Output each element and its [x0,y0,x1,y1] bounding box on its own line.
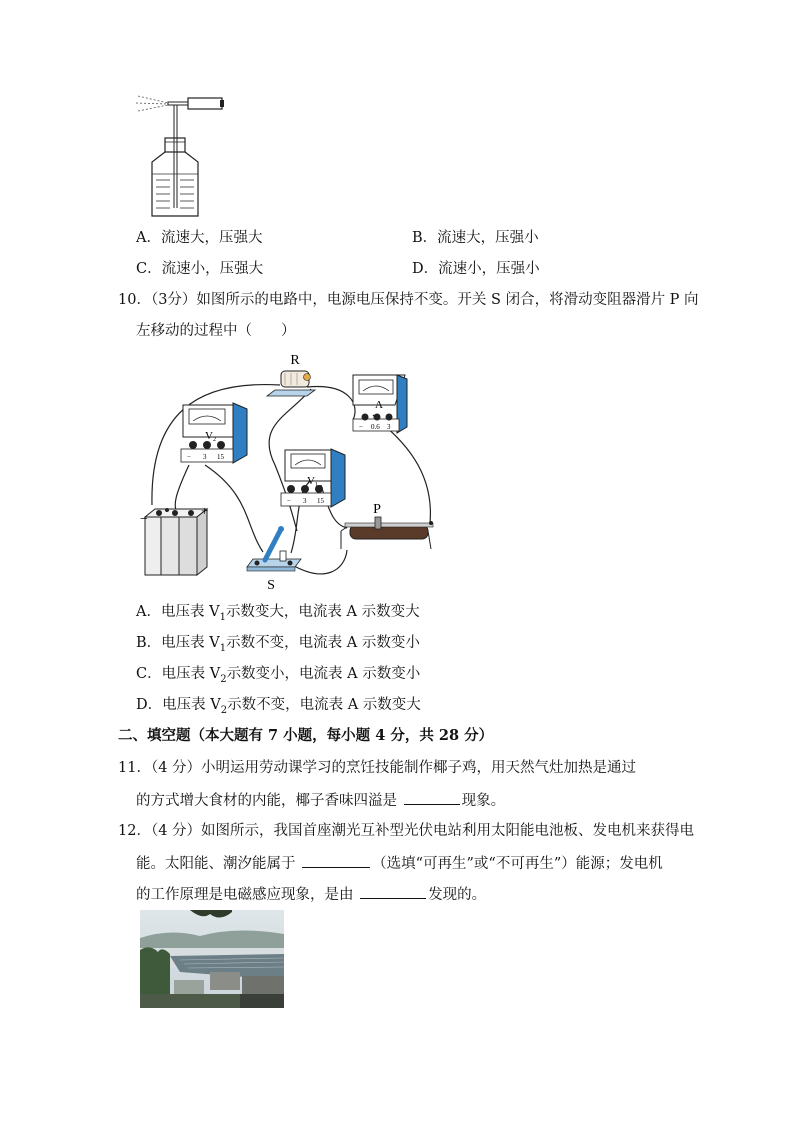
q12-line2-before: 能。太阳能、潮汐能属于 [136,856,296,872]
q10-option-a-sub: 1 [219,611,226,623]
label-v1: V [307,475,315,487]
q9-option-b[interactable]: B．流速大，压强小 [412,230,539,246]
q10-option-d[interactable] [136,695,421,715]
q10-option-c[interactable] [136,664,420,684]
q9-option-a[interactable]: A．流速大，压强大 [136,230,263,246]
q10-option-d-sub: 2 [220,704,228,716]
label-v2: V [205,430,213,442]
label-plus: + [201,503,209,518]
q10-option-b-suffix: 示数不变，电流表 A 示数变小 [226,635,420,651]
q11-line1: 11．（4 分）小明运用劳动课学习的烹饪技能制作椰子鸡，用天然气灶加热是通过 [118,760,637,776]
ammeter-scale-06: 0.6 [371,423,380,431]
q10-option-b-sub: 1 [219,642,227,654]
label-v1-sub: 1 [315,482,318,488]
q12-line3-after: 发现的。 [428,887,487,903]
q11-line2-after: 现象。 [461,793,506,809]
v2-scale-3: 3 [203,453,207,461]
label-a: A [375,399,383,411]
q10-option-a[interactable] [136,602,420,622]
v1-scale-minus: − [287,497,291,505]
q10-option-b-prefix: B．电压表 V [136,635,220,651]
sliding-rheostat-p [341,517,433,549]
q10-option-a-suffix: 示数变大，电流表 A 示数变大 [225,604,420,620]
q12-line1: 12．（4 分）如图所示，我国首座潮光互补型光伏电站利用太阳能电池板、发电机来获得电 [118,823,695,839]
battery-pack [145,508,207,575]
q12-line2 [136,852,663,874]
ammeter-scale-3: 3 [387,423,391,431]
q11-answer-blank[interactable] [404,789,460,805]
q12-answer-blank-2[interactable] [360,883,426,899]
q10-option-d-suffix: 示数不变，电流表 A 示数变大 [227,697,421,713]
v1-scale-15: 15 [317,497,324,505]
q10-stem-line1: 10．（3分）如图所示的电路中，电源电压保持不变。开关 S 闭合，将滑动变阻器滑片 P 向 [118,292,699,308]
q12-line3 [136,883,486,905]
sprayer-bottle-figure [130,90,230,220]
q10-option-a-prefix: A．电压表 V [136,604,220,620]
section-heading: 二、填空题（本大题有 7 小题，每小题 4 分，共 28 分） [118,727,494,744]
q10-option-c-suffix: 示数变小，电流表 A 示数变小 [226,666,421,682]
q9-option-c[interactable]: C．流速小，压强大 [136,261,264,277]
q11-line2 [136,789,505,811]
q9-option-d[interactable]: D．流速小，压强小 [412,261,540,277]
label-s: S [267,578,275,593]
q10-option-d-prefix: D．电压表 V [136,697,221,713]
q10-option-b[interactable] [136,633,420,653]
q12-answer-blank-1[interactable] [302,852,370,868]
v2-scale-minus: − [187,453,191,461]
q10-option-c-sub: 2 [220,673,227,685]
q11-line2-before: 的方式增大食材的内能，椰子香味四溢是 [136,793,397,809]
v1-scale-3: 3 [303,497,307,505]
q12-line3-before: 的工作原理是电磁感应现象，是由 [136,887,354,903]
circuit-figure [135,345,445,595]
power-station-photo [140,910,284,1008]
q10-stem-line2: 左移动的过程中（ ） [136,323,296,339]
label-minus: − [140,512,148,527]
q10-option-c-prefix: C．电压表 V [136,666,221,682]
label-r: R [290,353,300,368]
label-p: P [373,502,381,517]
q12-line2-after: （选填“可再生”或“不可再生”）能源；发电机 [372,856,663,872]
v2-scale-15: 15 [217,453,224,461]
resistor-r [267,371,315,396]
label-v2-sub: 2 [213,437,216,443]
ammeter-scale-minus: − [359,423,363,431]
